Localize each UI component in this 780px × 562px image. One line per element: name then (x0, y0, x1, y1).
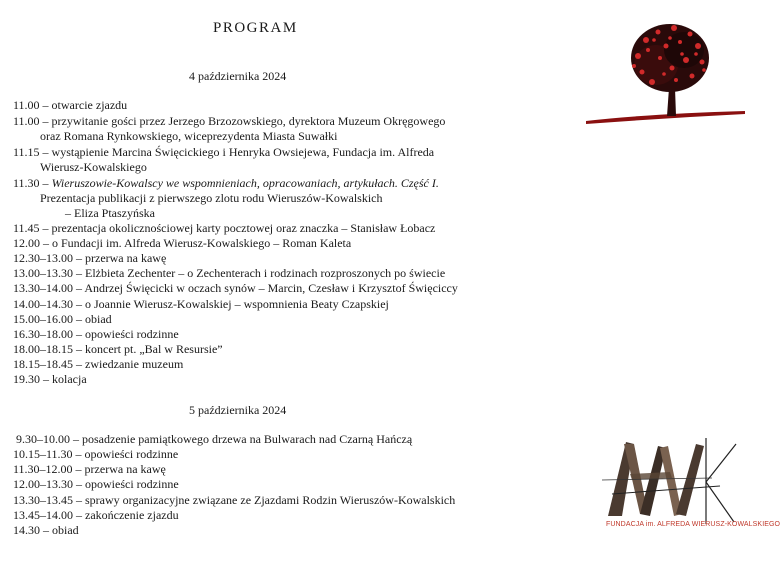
list-item: – Eliza Ptaszyńska (65, 206, 155, 220)
list-item: 11.45 – prezentacja okolicznościowej karty pocztowej oraz znaczka – Stanisław Łobacz (13, 221, 436, 235)
day1-date: 4 października 2024 (189, 69, 287, 83)
list-item: 11.00 – otwarcie zjazdu (13, 98, 128, 112)
list-item: 18.15–18.45 – zwiedzanie muzeum (13, 357, 184, 371)
list-item: 13.30–14.00 – Andrzej Święcicki w oczach synów – Marcin, Czesław i Krzysztof Święciccy (13, 281, 458, 295)
page-title: PROGRAM (213, 20, 298, 36)
list-item: 13.30–13.45 – sprawy organizacyjne związane ze Zjazdami Rodzin Wieruszów-Kowalskich (13, 493, 456, 507)
list-item: 10.15–11.30 – opowieści rodzinne (13, 447, 179, 461)
list-item: 12.00 – o Fundacji im. Alfreda Wierusz-Kowalskiego – Roman Kaleta (13, 236, 352, 250)
list-item: 15.00–16.00 – obiad (13, 312, 112, 326)
list-item: 14.30 – obiad (13, 523, 79, 537)
list-item: 13.00–13.30 – Elżbieta Zechenter – o Zechenterach i rodzinach rozproszonych po świecie (13, 266, 446, 280)
list-item: 19.30 – kolacja (13, 372, 87, 386)
list-item: 16.30–18.00 – opowieści rodzinne (13, 327, 179, 341)
list-item: 12.30–13.00 – przerwa na kawę (13, 251, 167, 265)
list-item: 11.00 – przywitanie gości przez Jerzego Brzozowskiego, dyrektora Muzeum Okręgowego (13, 114, 446, 128)
list-item-time: 11.30 – (13, 176, 52, 190)
list-item-italic-title: Wieruszowie-Kowalscy we wspomnieniach, opracowaniach, artykułach. Część I. (51, 176, 439, 190)
list-item: 18.00–18.15 – koncert pt. „Bal w Resursie” (13, 342, 223, 356)
list-item: Prezentacja publikacji z pierwszego zlotu rodu Wieruszów-Kowalskich (40, 191, 383, 205)
list-item (13, 176, 439, 191)
awk-monogram-icon (600, 434, 740, 534)
foundation-logo-caption: FUNDACJA im. ALFREDA WIERUSZ-KOWALSKIEGO (606, 521, 780, 528)
list-item: 11.15 – wystąpienie Marcina Święcickiego i Henryka Owsiejewa, Fundacja im. Alfreda (13, 145, 435, 159)
list-item: 9.30–10.00 – posadzenie pamiątkowego drzewa na Bulwarach nad Czarną Hańczą (13, 432, 413, 446)
list-item: 12.00–13.30 – opowieści rodzinne (13, 477, 179, 491)
list-item: 13.45–14.00 – zakończenie zjazdu (13, 508, 179, 522)
red-tree-icon (586, 10, 745, 130)
list-item: 11.30–12.00 – przerwa na kawę (13, 462, 166, 476)
list-item: Wierusz-Kowalskiego (40, 160, 147, 174)
list-item: oraz Romana Rynkowskiego, wiceprezydenta Miasta Suwałki (40, 129, 338, 143)
list-item: 14.00–14.30 – o Joannie Wierusz-Kowalskiej – wspomnienia Beaty Czapskiej (13, 297, 389, 311)
day2-date: 5 października 2024 (189, 403, 287, 417)
